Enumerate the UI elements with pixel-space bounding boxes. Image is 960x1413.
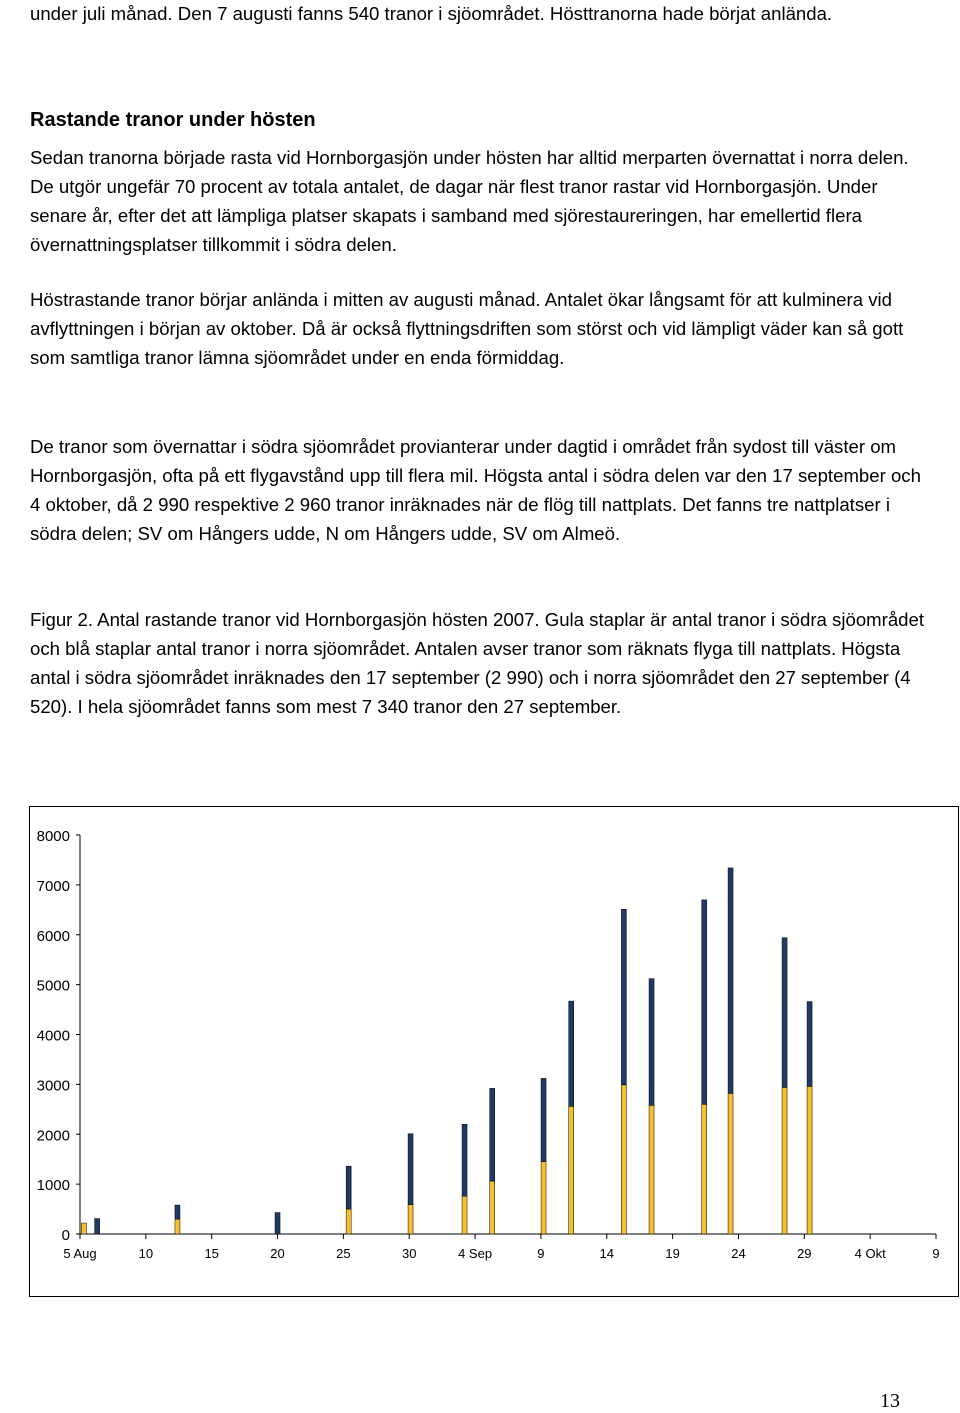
x-tick-label: 29 — [797, 1246, 812, 1261]
figure-caption — [30, 605, 930, 721]
bar-north — [408, 1134, 413, 1205]
bar-south — [702, 1104, 707, 1234]
bar-north — [728, 868, 733, 1093]
section-heading — [30, 106, 930, 135]
bar-north — [702, 900, 707, 1104]
x-tick-label: 5 Aug — [63, 1246, 97, 1261]
bar-south — [408, 1205, 413, 1234]
bar-south — [462, 1196, 467, 1234]
bar-south — [728, 1093, 733, 1234]
y-tick-label: 5000 — [36, 977, 70, 995]
paragraph-3-text: De tranor som övernattar i södra sjöområdet provianterar under dagtid i området från sydost till väster om Hornborgasjön, ofta på ett flygavstånd upp till flera mil. Högsta antal i södra delen var den 17 september och 4 oktober, då 2 990 respektive 2 960 tranor inräknades när de flög till nattplats. Det fanns tre nattplatser i södra delen; SV om Hångers udde, N om Hångers udde, SV om Almeö. — [30, 436, 921, 544]
bar-north — [462, 1124, 467, 1196]
x-tick-label: 24 — [731, 1246, 746, 1261]
y-tick-label: 2000 — [36, 1127, 70, 1145]
paragraph-1 — [30, 143, 930, 259]
figure-caption-text: Figur 2. Antal rastande tranor vid Hornborgasjön hösten 2007. Gula staplar är antal tranor i södra sjöområdet och blå staplar antal tranor i norra sjöområdet. Antalen avser tranor som räknats flyga till nattplats. Högsta antal i södra sjöområdet inräknades den 17 september (2 990) och i norra sjöområdet den 27 september (4 520). I hela sjöområdet fanns som mest 7 340 tranor den 27 september. — [30, 609, 925, 717]
bar-south — [81, 1223, 86, 1234]
x-tick-label: 25 — [336, 1246, 351, 1261]
bar-north — [541, 1078, 546, 1161]
bar-chart — [30, 807, 960, 1298]
paragraph-1-text: Sedan tranorna började rasta vid Hornborgasjön under hösten har alltid merparten övernattat i norra delen. De utgör ungefär 70 procent av totala antalet, de dagar när flest tranor rastar vid Hornborgasjön. Under senare år, efter det att lämpliga platser skapats i samband med sjörestaureringen, har emellertid flera övernattningsplatser tillkommit i södra delen. — [30, 147, 909, 255]
bar-north — [569, 1001, 574, 1106]
bar-south — [649, 1105, 654, 1234]
bar-south — [541, 1162, 546, 1234]
y-tick-label: 7000 — [36, 877, 70, 895]
bar-south — [346, 1209, 351, 1234]
y-tick-label: 0 — [61, 1227, 70, 1244]
paragraph-3 — [30, 432, 930, 548]
x-tick-label: 10 — [138, 1246, 154, 1261]
x-tick-label: 4 Sep — [458, 1246, 493, 1261]
bar-south — [175, 1219, 180, 1234]
bar-north — [275, 1213, 280, 1234]
bar-south — [569, 1106, 574, 1234]
bar-north — [175, 1205, 180, 1219]
x-tick-label: 15 — [204, 1246, 219, 1261]
bar-north — [95, 1219, 100, 1234]
bar-north — [621, 909, 626, 1085]
bar-south — [782, 1087, 787, 1234]
y-tick-label: 8000 — [36, 828, 70, 845]
x-tick-label: 4 Okt — [854, 1246, 886, 1261]
chart-frame — [29, 806, 959, 1297]
bar-south — [807, 1086, 812, 1234]
paragraph-2 — [30, 285, 930, 372]
heading-text: Rastande tranor under hösten — [30, 109, 316, 131]
bar-north — [807, 1002, 812, 1087]
bar-north — [782, 938, 787, 1088]
bar-north — [490, 1088, 495, 1181]
y-tick-label: 1000 — [36, 1177, 70, 1195]
x-tick-label: 9 — [932, 1246, 940, 1261]
intro-text: under juli månad. Den 7 augusti fanns 540 tranor i sjöområdet. Hösttranorna hade börjat anlända. — [30, 3, 833, 24]
x-tick-label: 19 — [665, 1246, 680, 1261]
bar-north — [649, 979, 654, 1106]
bar-south — [490, 1181, 495, 1234]
x-tick-label: 14 — [599, 1246, 615, 1261]
x-tick-label: 9 — [537, 1246, 545, 1261]
x-tick-label: 20 — [270, 1246, 285, 1261]
y-tick-label: 6000 — [36, 927, 70, 945]
bar-south — [621, 1085, 626, 1234]
paragraph-2-text: Höstrastande tranor börjar anlända i mitten av augusti månad. Antalet ökar långsamt för att kulminera vid avflyttningen i början av oktober. Då är också flyttningsdriften som störst och vid lämpligt väder kan så gott som samtliga tranor lämna sjöområdet under en enda förmiddag. — [30, 289, 904, 368]
y-tick-label: 4000 — [36, 1027, 70, 1045]
intro-paragraph — [30, 0, 930, 28]
bar-north — [346, 1166, 351, 1209]
page-number: 13 — [880, 1390, 900, 1412]
x-tick-label: 30 — [401, 1246, 417, 1261]
y-tick-label: 3000 — [36, 1077, 70, 1095]
